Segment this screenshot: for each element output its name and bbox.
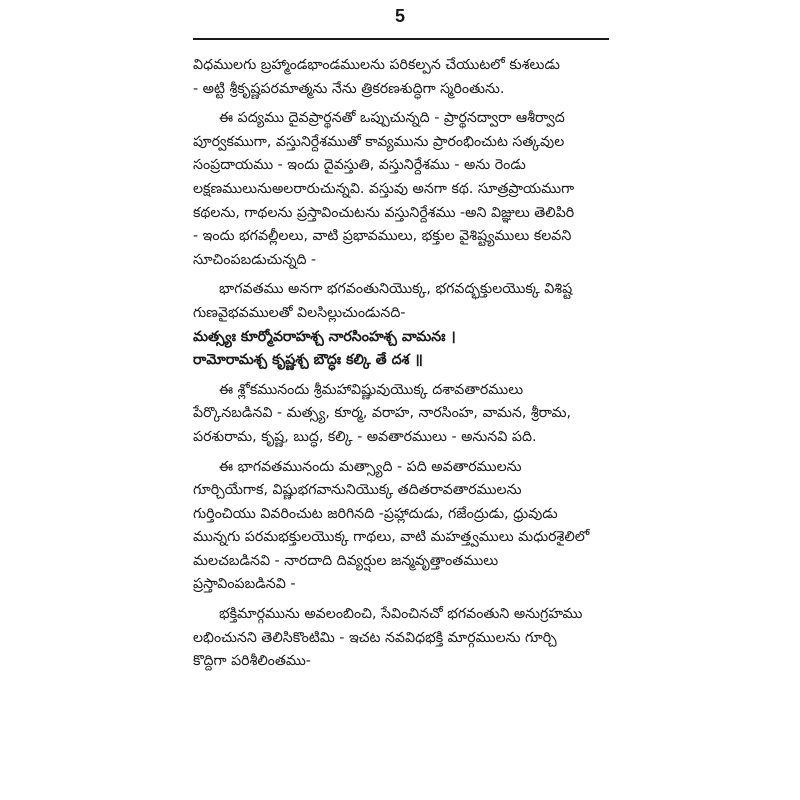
text-line: గుర్తించియు వివరించుట జరిగినది -ప్రహ్లాదుడు, గజేంద్రుడు, ధ్రువుడు (193, 505, 558, 522)
paragraph-start-line: ఈ పద్యము దైవప్రార్థనతో ఒప్పుచున్నది - ప్రార్థనద్వారా ఆశీర్వాద (219, 110, 565, 127)
sloka-line: మత్స్యః కూర్మోవరాహశ్చ నారసింహశ్చ వామనః । (193, 328, 456, 345)
paragraph-start-line: భాగవతము అనగా భగవంతునియొక్క, భగవద్భక్తులయొక్క విశిష్ట (219, 281, 573, 298)
text-line: విధములగు బ్రహ్మాండభాండములను పరికల్పన చేయుటలో కుశలుడు (193, 57, 560, 73)
paragraph-start-line: భక్తిమార్గమును అవలంబించి, సేవించినచో భగవంతుని అనుగ్రహము (219, 606, 583, 623)
sloka-line: రామోరామశ్చ కృష్ణశ్చ బౌద్ధః కల్కి తే దశ ॥ (193, 352, 423, 369)
text-line: మున్నగు పరమభక్తులయొక్క గాథలు, వాటి మహత్త్వములు మధురశైలిలో (193, 529, 590, 546)
text-line: - అట్టి శ్రీకృష్ణపరమాత్మను నేను త్రికరణశుద్ధిగా స్మరింతును. (193, 80, 505, 97)
paragraph-start-line: ఈ శ్లోకమునందు శ్రీమహావిష్ణువుయొక్క దశావతారములు (219, 381, 524, 398)
text-line: కొద్దిగా పరిశీలింతము- (193, 653, 311, 670)
text-line: సూచింపబడుచున్నది - (193, 251, 317, 268)
body-text (193, 54, 613, 674)
text-line: - ఇందు భగవల్లీలలు, వాటి ప్రభావములు, భక్తుల వైశిష్ట్యములు కలవని (193, 228, 572, 245)
text-line: కథలను, గాథలను ప్రస్తావించుటను వస్తునిర్దేశము -అని విజ్ఞులు తెలిపిరి (193, 204, 575, 221)
text-line: ప్రస్తావింపబడినవి - (193, 576, 296, 593)
text-line: మలచబడినవి - నారదాది దివ్యర్షుల జన్మవృత్తాంతములు (193, 552, 499, 569)
text-line: లక్షణములునుఅలరారుచున్నవి. వస్తువు అనగా కథ. సూత్రప్రాయముగా (193, 180, 575, 197)
header-rule (193, 38, 609, 40)
page-number: 5 (394, 6, 405, 26)
text-line: లభించునని తెలిసికొంటిమి - ఇచట నవవిధభక్తి మార్గములను గూర్చి (193, 629, 557, 646)
text-line: పరశురామ, కృష్ణ, బుద్ధ, కల్కి - అవతారములు - అనునవి పది. (193, 428, 537, 445)
text-line: పేర్కొనబడినవి - మత్స్య, కూర్మ, వరాహ, నారసింహ, వామన, శ్రీరామ, (193, 405, 572, 422)
text-line: గూర్చియేగాక, విష్ణుభగవానునియొక్క తదితరావతారములను (193, 482, 522, 499)
paragraph-start-line: ఈ భాగవతమునందు మత్స్యాది - పది అవతారములను (219, 458, 522, 475)
text-line: గుణవైభవములతో విలసిల్లుచుండునది- (193, 304, 406, 321)
text-line: సంప్రదాయము - ఇందు దైవస్తుతి, వస్తునిర్దేశము - అను రెండు (193, 157, 526, 174)
text-line: పూర్వకముగా, వస్తునిర్దేశముతో కావ్యమును ప్రారంభించుట సత్కవుల (193, 133, 565, 150)
